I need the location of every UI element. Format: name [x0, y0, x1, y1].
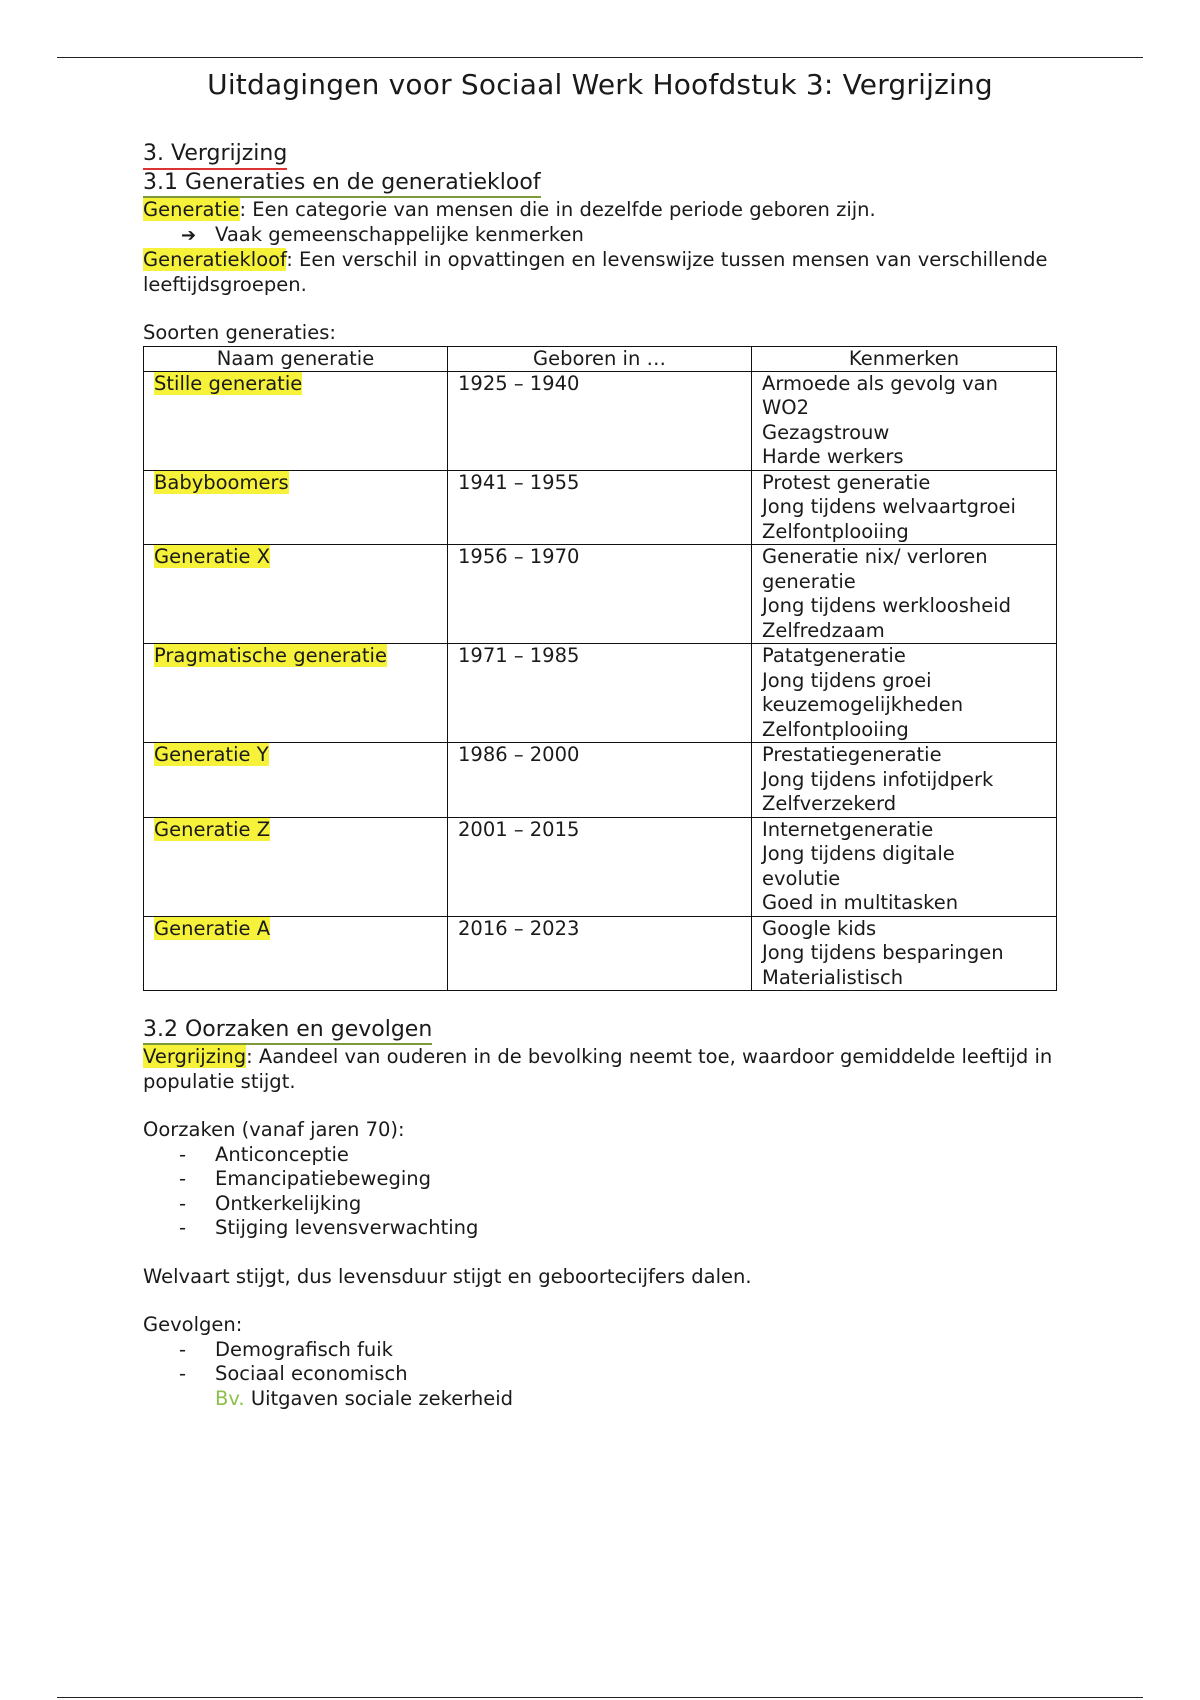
cell-born-range: 1986 – 2000 — [448, 743, 752, 818]
cell-traits — [752, 470, 1057, 545]
subsection-heading-1: 3.1 Generaties en de generatiekloof — [143, 170, 541, 198]
cell-born-range: 1941 – 1955 — [448, 470, 752, 545]
generation-name: Generatie A — [154, 916, 271, 940]
trait-line: Zelfredzaam — [762, 618, 885, 642]
list-item: - Stijging levensverwachting — [143, 1216, 1063, 1241]
column-header-born: Geboren in … — [448, 346, 752, 371]
effects-list — [143, 1338, 1063, 1387]
cell-generation-name — [144, 545, 448, 644]
cell-traits — [752, 743, 1057, 818]
table-header-row — [144, 346, 1057, 371]
trait-line: Internetgeneratie — [762, 817, 934, 841]
definition-generatiekloof — [143, 248, 1063, 297]
trait-line: Gezagstrouw — [762, 420, 890, 444]
cell-born-range: 1925 – 1940 — [448, 371, 752, 470]
header-rule — [57, 57, 1143, 58]
list-item: - Emancipatiebeweging — [143, 1167, 1063, 1192]
cell-traits — [752, 545, 1057, 644]
generation-name: Generatie X — [154, 545, 271, 568]
trait-line: Goed in multitasken — [762, 891, 959, 914]
trait-line: WO2 — [762, 396, 810, 419]
trait-line: Prestatiegeneratie — [762, 743, 942, 766]
trait-line: generatie — [762, 569, 856, 593]
trait-line: Harde werkers — [762, 445, 904, 468]
cell-generation-name — [144, 916, 448, 991]
arrow-right-icon: ➔ — [181, 224, 197, 246]
table-row — [144, 470, 1057, 545]
effects-intro: Gevolgen: — [143, 1313, 243, 1336]
cell-born-range: 1956 – 1970 — [448, 545, 752, 644]
table-row — [144, 743, 1057, 818]
generation-name: Generatie Y — [154, 743, 269, 766]
generations-table — [143, 346, 1057, 992]
arrow-bullet-text: Vaak gemeenschappelijke kenmerken — [215, 222, 584, 246]
term-generatiekloof: Generatiekloof — [143, 248, 287, 271]
generation-name: Stille generatie — [154, 371, 303, 395]
trait-line: Zelfontplooiing — [762, 519, 909, 543]
trait-line: Jong tijdens groei — [762, 668, 932, 692]
causes-intro: Oorzaken (vanaf jaren 70): — [143, 1118, 405, 1141]
cell-generation-name — [144, 470, 448, 545]
trait-line: Zelfverzekerd — [762, 792, 897, 815]
example-label: Bv. — [215, 1386, 245, 1410]
column-header-name: Naam generatie — [144, 346, 448, 371]
trait-line: Zelfontplooiing — [762, 717, 909, 741]
example-text: Uitgaven sociale zekerheid — [250, 1386, 514, 1410]
generation-name: Babyboomers — [154, 470, 289, 494]
generation-name: Generatie Z — [154, 817, 271, 841]
trait-line: Armoede als gevolg van — [762, 371, 998, 395]
table-row — [144, 371, 1057, 470]
cell-generation-name — [144, 743, 448, 818]
cell-born-range: 2001 – 2015 — [448, 817, 752, 916]
example-line — [143, 1387, 1063, 1412]
definition-text: : Een verschil in opvattingen en levenswijze tussen mensen van verschillende leeftijdsgroepen. — [143, 248, 1048, 296]
table-row — [144, 644, 1057, 743]
table-row — [144, 817, 1057, 916]
arrow-bullet — [143, 223, 1063, 249]
cell-traits — [752, 817, 1057, 916]
list-item: - Demografisch fuik — [143, 1338, 1063, 1363]
definition-vergrijzing — [143, 1045, 1063, 1094]
generation-name: Pragmatische generatie — [154, 644, 387, 667]
column-header-traits: Kenmerken — [752, 346, 1057, 371]
subsection-heading-2: 3.2 Oorzaken en gevolgen — [143, 1017, 432, 1045]
cell-generation-name — [144, 371, 448, 470]
trait-line: Google kids — [762, 916, 877, 940]
cell-generation-name — [144, 644, 448, 743]
welfare-line: Welvaart stijgt, dus levensduur stijgt en geboortecijfers dalen. — [143, 1264, 752, 1288]
table-row — [144, 916, 1057, 991]
definition-text: : Een categorie van mensen die in dezelfde periode geboren zijn. — [239, 198, 876, 221]
trait-line: Protest generatie — [762, 470, 931, 494]
list-item: - Anticonceptie — [143, 1143, 1063, 1168]
cell-born-range: 2016 – 2023 — [448, 916, 752, 991]
footer-rule — [57, 1697, 1143, 1698]
trait-line: Generatie nix/ verloren — [762, 545, 988, 568]
definition-text: : Aandeel van ouderen in de bevolking neemt toe, waardoor gemiddelde leeftijd in populatie stijgt. — [143, 1045, 1053, 1093]
list-item: - Ontkerkelijking — [143, 1192, 1063, 1217]
trait-line: Patatgeneratie — [762, 644, 906, 667]
trait-line: Jong tijdens besparingen — [762, 941, 1004, 964]
term-vergrijzing: Vergrijzing — [143, 1045, 247, 1068]
cell-traits — [752, 644, 1057, 743]
cell-generation-name — [144, 817, 448, 916]
trait-line: Jong tijdens werkloosheid — [762, 594, 1012, 617]
cell-traits — [752, 916, 1057, 991]
trait-line: Jong tijdens welvaartgroei — [762, 495, 1016, 518]
cell-traits — [752, 371, 1057, 470]
document-title: Uitdagingen voor Sociaal Werk Hoofdstuk 3: Vergrijzing — [207, 68, 993, 101]
section-heading: 3. Vergrijzing — [143, 140, 287, 170]
trait-line: Jong tijdens digitale — [762, 842, 955, 865]
trait-line: Materialistisch — [762, 965, 904, 989]
trait-line: keuzemogelijkheden — [762, 693, 964, 716]
list-item: - Sociaal economisch — [143, 1362, 1063, 1387]
definition-generatie — [143, 198, 1063, 223]
trait-line: Jong tijdens infotijdperk — [762, 767, 994, 791]
trait-line: evolutie — [762, 866, 841, 890]
document-body — [143, 140, 1063, 1411]
cell-born-range: 1971 – 1985 — [448, 644, 752, 743]
table-intro: Soorten generaties: — [143, 321, 336, 344]
table-row — [144, 545, 1057, 644]
causes-list — [143, 1143, 1063, 1241]
term-generatie: Generatie — [143, 198, 240, 221]
